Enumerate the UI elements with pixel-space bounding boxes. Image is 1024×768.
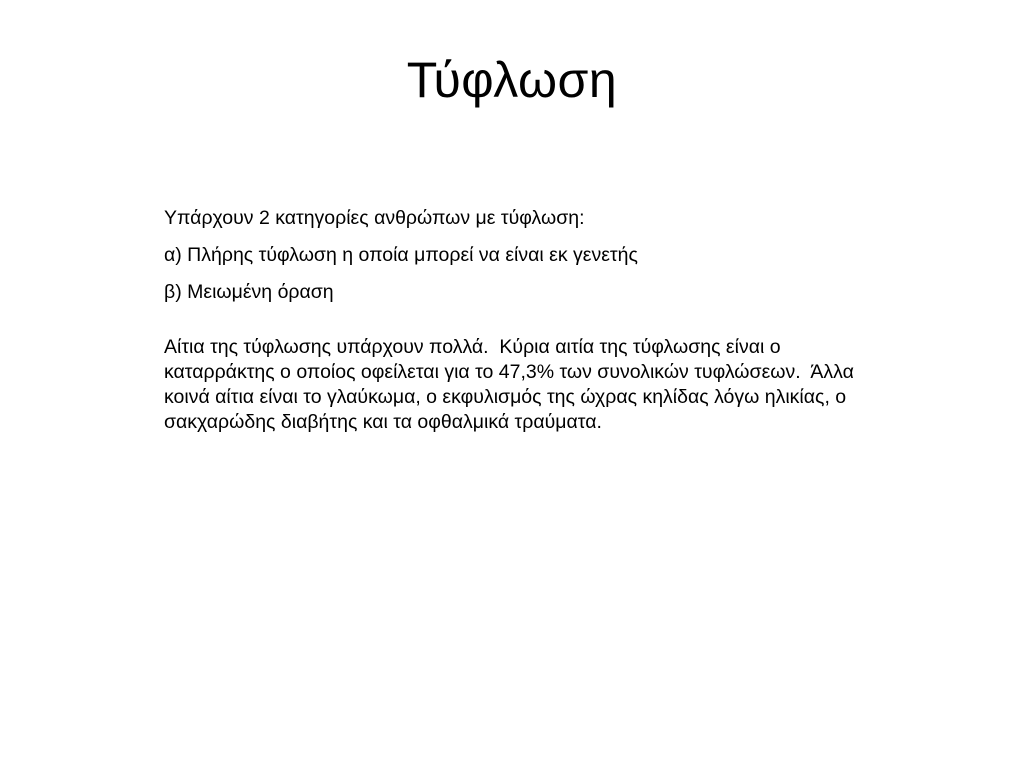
slide-body (164, 204, 864, 447)
paragraph-reduced-vision: β) Μειωμένη όραση (164, 281, 334, 303)
paragraph-causes: Αίτια της τύφλωσης υπάρχουν πολλά. Κύρια αιτία της τύφλωσης είναι ο καταρράκτης ο οποίος οφείλεται για το 47,3% των συνολικών τυφλώσεων. Άλλα κοινά αίτια είναι το γλαύκωμα, ο εκφυλισμός της ώχρας κηλίδας λόγω ηλικίας, ο σακχαρώδης διαβήτης και τα οφθαλμικά τραύματα. (164, 336, 860, 433)
paragraph-total-blindness: α) Πλήρης τύφλωση η οποία μπορεί να είναι εκ γενετής (164, 244, 638, 266)
paragraph-categories-intro: Υπάρχουν 2 κατηγορίες ανθρώπων με τύφλωση: (164, 207, 585, 229)
slide-title: Τύφλωση (406, 52, 618, 108)
